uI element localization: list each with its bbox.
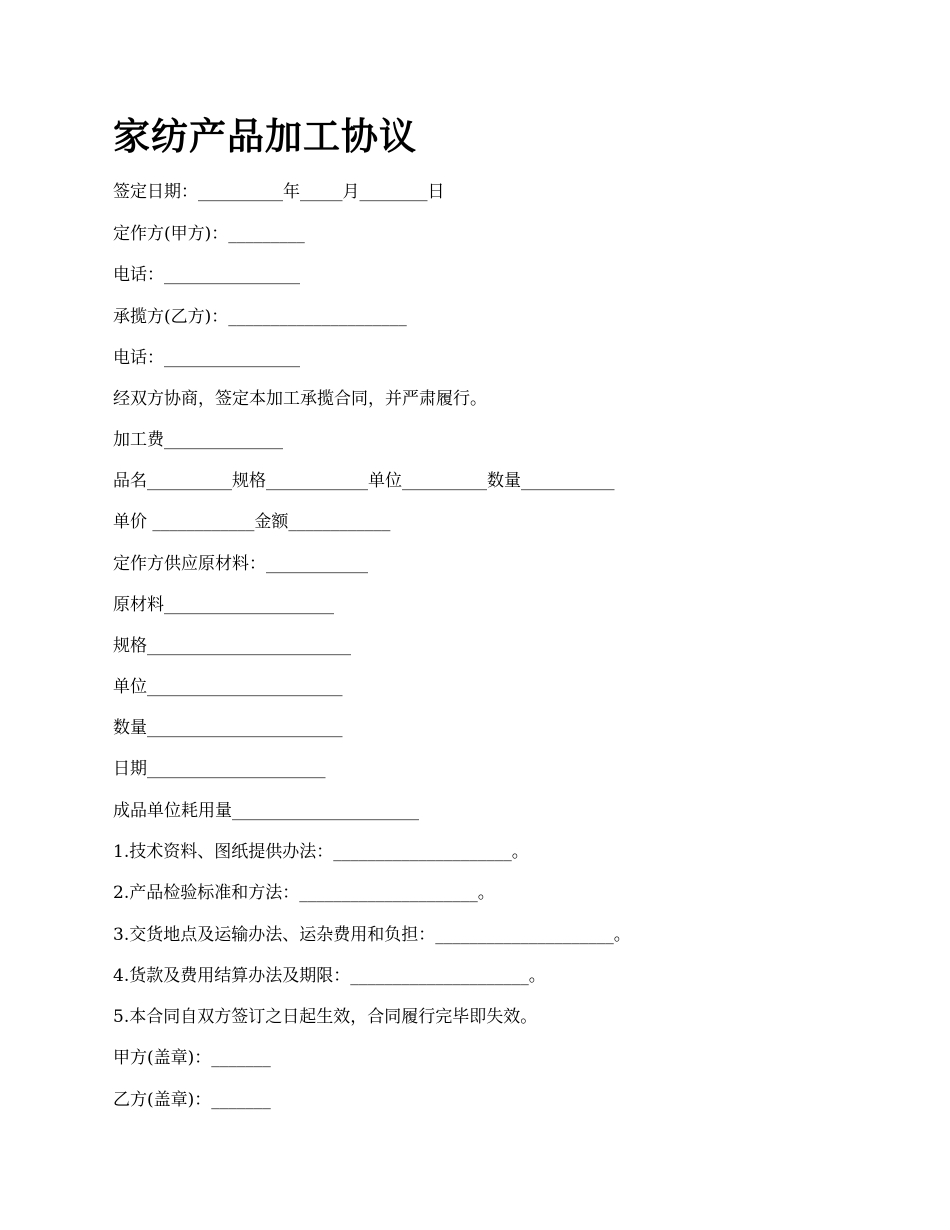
unit-consumption-line: 成品单位耗用量______________________ <box>113 801 419 821</box>
material-unit-line: 单位_______________________ <box>113 677 343 697</box>
clause-3-line: 3.交货地点及运输办法、运杂费用和负担：_____________________。 <box>113 925 631 945</box>
document-title: 家纺产品加工协议 <box>113 114 417 158</box>
party-b-seal-line: 乙方(盖章)：_______ <box>113 1090 271 1110</box>
agreement-intro-line: 经双方协商，签定本加工承揽合同，并严肃履行。 <box>113 389 487 409</box>
unit-price-amount-line: 单价 ____________金额____________ <box>113 512 391 532</box>
product-spec-line: 品名__________规格____________单位__________数量___________ <box>113 471 615 491</box>
clause-2-line: 2.产品检验标准和方法：_____________________。 <box>113 883 495 903</box>
party-a-line: 定作方(甲方)：_________ <box>113 224 305 244</box>
clause-5-line: 5.本合同自双方签订之日起生效，合同履行完毕即失效。 <box>113 1007 538 1027</box>
party-b-phone-line: 电话：________________ <box>113 348 300 368</box>
party-a-phone-line: 电话：________________ <box>113 265 300 285</box>
clause-1-line: 1.技术资料、图纸提供办法：_____________________。 <box>113 842 529 862</box>
processing-fee-line: 加工费______________ <box>113 430 283 450</box>
clause-4-line: 4.货款及费用结算办法及期限：_____________________。 <box>113 966 546 986</box>
material-quantity-line: 数量_______________________ <box>113 718 343 738</box>
signing-date-line: 签定日期：__________年_____月________日 <box>113 182 445 202</box>
party-b-line: 承揽方(乙方)：_____________________ <box>113 307 407 327</box>
party-a-seal-line: 甲方(盖章)：_______ <box>113 1048 271 1068</box>
material-spec-line: 规格________________________ <box>113 636 351 656</box>
raw-material-line: 原材料____________________ <box>113 595 334 615</box>
raw-material-supply-line: 定作方供应原材料：____________ <box>113 554 368 574</box>
material-date-line: 日期_____________________ <box>113 759 326 779</box>
